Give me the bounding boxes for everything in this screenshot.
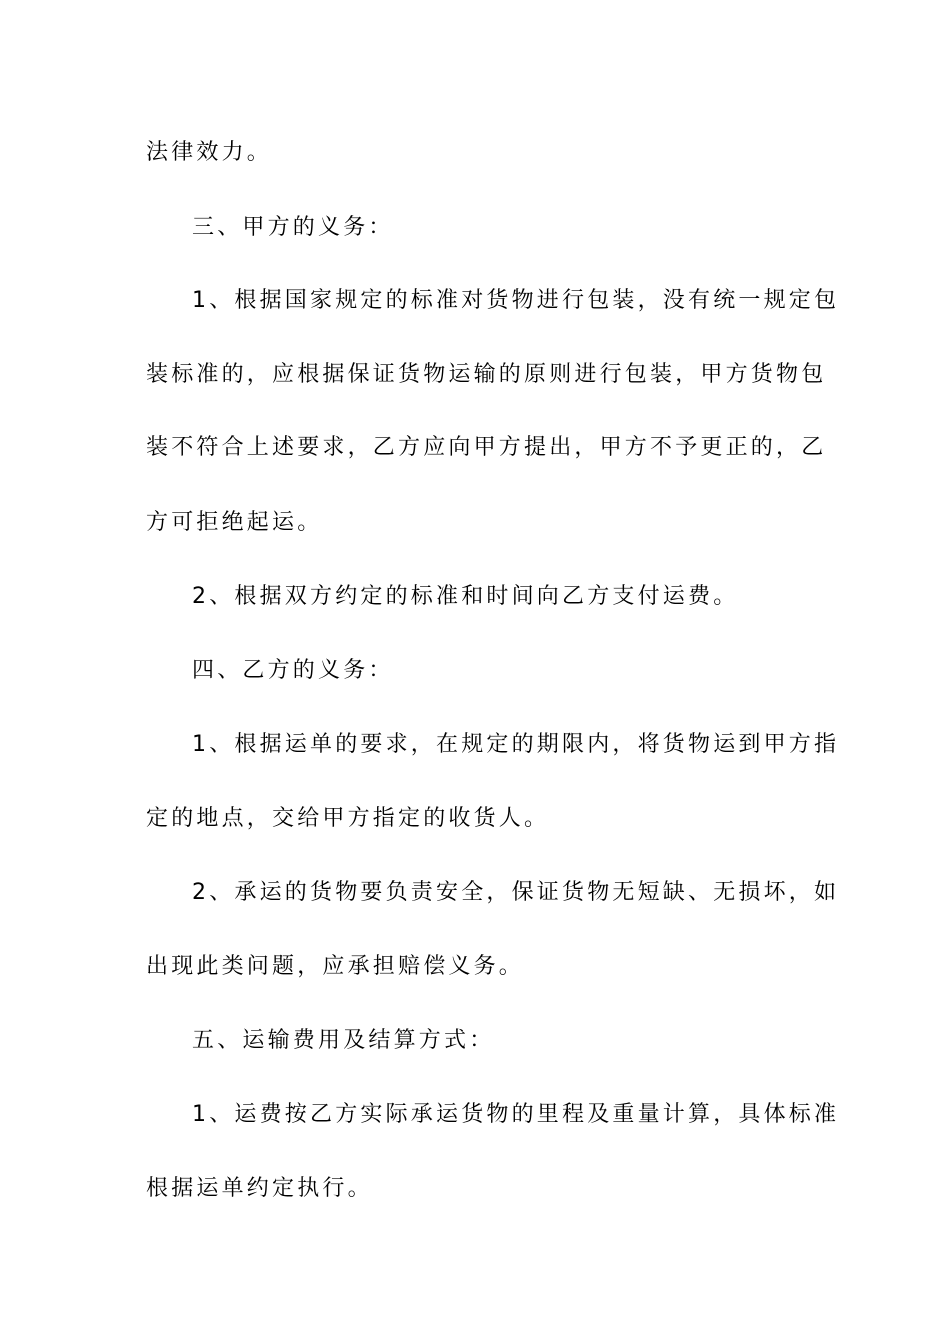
section-heading-party-a-obligations: 三、甲方的义务： xyxy=(192,215,394,240)
paragraph-line: 装不符合上述要求，乙方应向甲方提出，甲方不予更正的，乙 xyxy=(146,435,827,460)
paragraph-line: 1、运费按乙方实际承运货物的里程及重量计算，具体标准 xyxy=(192,1102,840,1127)
paragraph-line-legal-effect: 法律效力。 xyxy=(146,140,273,165)
section-heading-fees-settlement: 五、运输费用及结算方式： xyxy=(192,1028,495,1053)
paragraph-line: 2、承运的货物要负责安全，保证货物无短缺、无损坏，如 xyxy=(192,880,840,905)
paragraph-line: 2、根据双方约定的标准和时间向乙方支付运费。 xyxy=(192,584,739,609)
paragraph-line: 方可拒绝起运。 xyxy=(146,510,323,535)
paragraph-line: 根据运单约定执行。 xyxy=(146,1176,373,1201)
paragraph-line: 1、根据运单的要求，在规定的期限内，将货物运到甲方指 xyxy=(192,732,840,757)
paragraph-line: 定的地点，交给甲方指定的收货人。 xyxy=(146,806,550,831)
paragraph-line: 1、根据国家规定的标准对货物进行包装，没有统一规定包 xyxy=(192,288,840,313)
paragraph-line: 出现此类问题，应承担赔偿义务。 xyxy=(146,954,525,979)
paragraph-line: 装标准的，应根据保证货物运输的原则进行包装，甲方货物包 xyxy=(146,362,827,387)
section-heading-party-b-obligations: 四、乙方的义务： xyxy=(192,658,394,683)
